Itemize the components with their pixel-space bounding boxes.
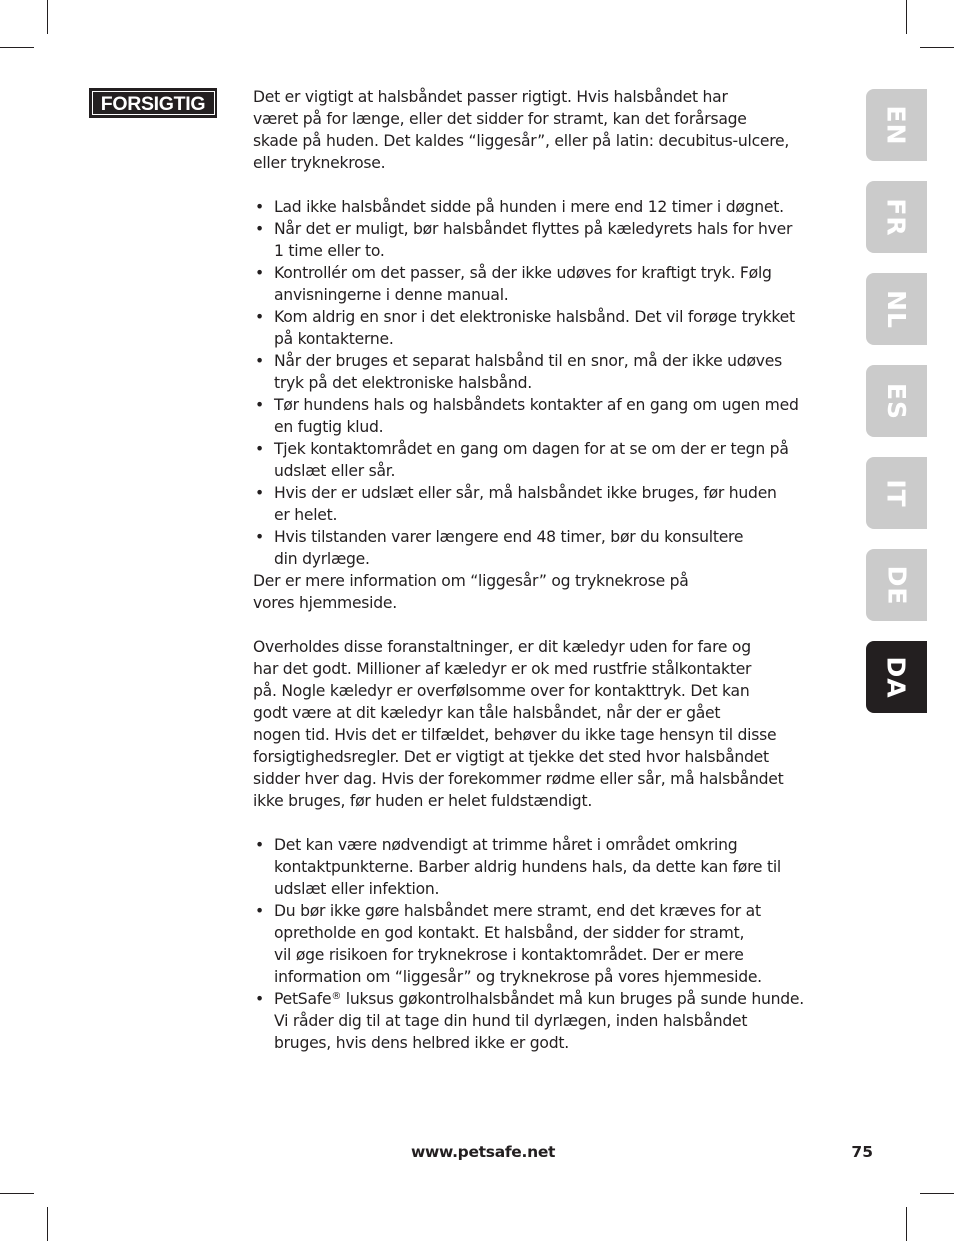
text-line: godt være at dit kæledyr kan tåle halsbåndet, når der er gået (253, 704, 721, 722)
text-line: ikke bruges, før huden er helet fuldstændigt. (253, 792, 593, 810)
text-line: Kom aldrig en snor i det elektroniske halsbånd. Det vil forøge trykket (274, 308, 795, 326)
text-line: Lad ikke halsbåndet sidde på hunden i mere end 12 timer i døgnet. (274, 198, 784, 216)
tab-label: IT (881, 478, 911, 508)
bullet-item (253, 394, 828, 438)
bullet-item (253, 438, 828, 482)
text-line: Tjek kontaktområdet en gang om dagen for at se om der er tegn på (274, 440, 789, 458)
text-line: anvisningerne i denne manual. (274, 286, 509, 304)
body-paragraph (253, 636, 828, 812)
tab-label: DE (882, 565, 911, 605)
text-line: Overholdes disse foranstaltninger, er dit kæledyr uden for fare og (253, 638, 751, 656)
info-paragraph (253, 570, 828, 614)
text-line: eller tryknekrose. (253, 154, 386, 172)
text-line: Kontrollér om det passer, så der ikke udøves for kraftigt tryk. Følg (274, 264, 772, 282)
text-line: opretholde en god kontakt. Et halsbånd, der sidder for stramt, (274, 924, 745, 942)
text-line: på kontakterne. (274, 330, 394, 348)
text-line: Når det er muligt, bør halsbåndet flyttes på kæledyrets hals for hver (274, 220, 793, 238)
text-line: udslæt eller sår. (274, 462, 396, 480)
caution-badge (89, 88, 217, 118)
text-line: Hvis tilstanden varer længere end 48 timer, bør du konsultere (274, 528, 744, 546)
crop-mark (47, 1207, 48, 1241)
text-line: information om “liggesår” og tryknekrose på vores hjemmeside. (274, 968, 762, 986)
text-line: vil øge risikoen for tryknekrose i kontaktområdet. Der er mere (274, 946, 744, 964)
text-line: 1 time eller to. (274, 242, 385, 260)
tab-da[interactable] (866, 641, 927, 713)
bullet-list-2 (253, 834, 828, 1054)
text-line: forsigtighedsregler. Det er vigtigt at tjekke det sted hvor halsbåndet (253, 748, 769, 766)
bullet-item (253, 218, 828, 262)
crop-mark (0, 47, 34, 48)
text-line: kontaktpunkterne. Barber aldrig hundens hals, da dette kan føre til (274, 858, 781, 876)
tab-nl[interactable] (866, 273, 927, 345)
text-line: nogen tid. Hvis det er tilfældet, behøver du ikke tage hensyn til disse (253, 726, 777, 744)
text-line: en fugtig klud. (274, 418, 384, 436)
text-line: Tør hundens hals og halsbåndets kontakter af en gang om ugen med (274, 396, 799, 414)
bullet-item (253, 262, 828, 306)
text-line: er helet. (274, 506, 338, 524)
bullet-item (253, 196, 828, 218)
tab-es[interactable] (866, 365, 927, 437)
text-line: bruges, hvis dens helbred ikke er godt. (274, 1034, 569, 1052)
text-line: har det godt. Millioner af kæledyr er ok med rustfrie stålkontakter (253, 660, 752, 678)
tab-it[interactable] (866, 457, 927, 529)
text-line: Der er mere information om “liggesår” og tryknekrose på (253, 572, 689, 590)
tab-fr[interactable] (866, 181, 927, 253)
bullet-item (253, 306, 828, 350)
tab-en[interactable] (866, 89, 927, 161)
text-line: vores hjemmeside. (253, 594, 397, 612)
bullet-item (253, 526, 828, 570)
crop-mark (47, 0, 48, 34)
text-line: din dyrlæge. (274, 550, 370, 568)
crop-mark (0, 1193, 34, 1194)
footer-url[interactable]: www.petsafe.net (411, 1143, 556, 1161)
text-line: skade på huden. Det kaldes “liggesår”, eller på latin: decubitus-ulcere, (253, 132, 790, 150)
bullet-item (253, 900, 828, 988)
bullet-item (253, 482, 828, 526)
text-line: på. Nogle kæledyr er overfølsomme over for kontakttryk. Det kan (253, 682, 750, 700)
tab-label: DA (881, 655, 911, 699)
text-line: sidder hver dag. Hvis der forekommer rødme eller sår, må halsbåndet (253, 770, 784, 788)
page-number: 75 (851, 1143, 873, 1161)
caution-label: FORSIGTIG (92, 91, 215, 115)
text-line: tryk på det elektroniske halsbånd. (274, 374, 532, 392)
text-line: Du bør ikke gøre halsbåndet mere stramt, end det kræves for at (274, 902, 761, 920)
text-line: Hvis der er udslæt eller sår, må halsbåndet ikke bruges, før huden (274, 484, 777, 502)
tab-de[interactable] (866, 549, 927, 621)
main-content (253, 86, 828, 1054)
brand-name: PetSafe (274, 990, 332, 1008)
language-tabs (866, 0, 927, 1241)
bullet-list-1 (253, 196, 828, 570)
text-line: Det kan være nødvendigt at trimme håret i området omkring (274, 836, 738, 854)
registered-mark: ® (331, 991, 342, 1002)
text-line: været på for længe, eller det sidder for stramt, kan det forårsage (253, 110, 747, 128)
tab-label: NL (881, 289, 911, 329)
bullet-item (253, 350, 828, 394)
tab-label: ES (882, 382, 911, 420)
bullet-item (253, 834, 828, 900)
text-line: udslæt eller infektion. (274, 880, 440, 898)
bullet-item (253, 988, 828, 1054)
tab-label: EN (881, 104, 911, 146)
intro-paragraph (253, 86, 828, 174)
text-line: luksus gøkontrolhalsbåndet må kun bruges på sunde hunde. (341, 990, 804, 1008)
text-line: Det er vigtigt at halsbåndet passer rigtigt. Hvis halsbåndet har (253, 88, 728, 106)
text-line: Vi råder dig til at tage din hund til dyrlægen, inden halsbåndet (274, 1012, 748, 1030)
text-line: Når der bruges et separat halsbånd til en snor, må der ikke udøves (274, 352, 782, 370)
tab-label: FR (881, 197, 911, 237)
